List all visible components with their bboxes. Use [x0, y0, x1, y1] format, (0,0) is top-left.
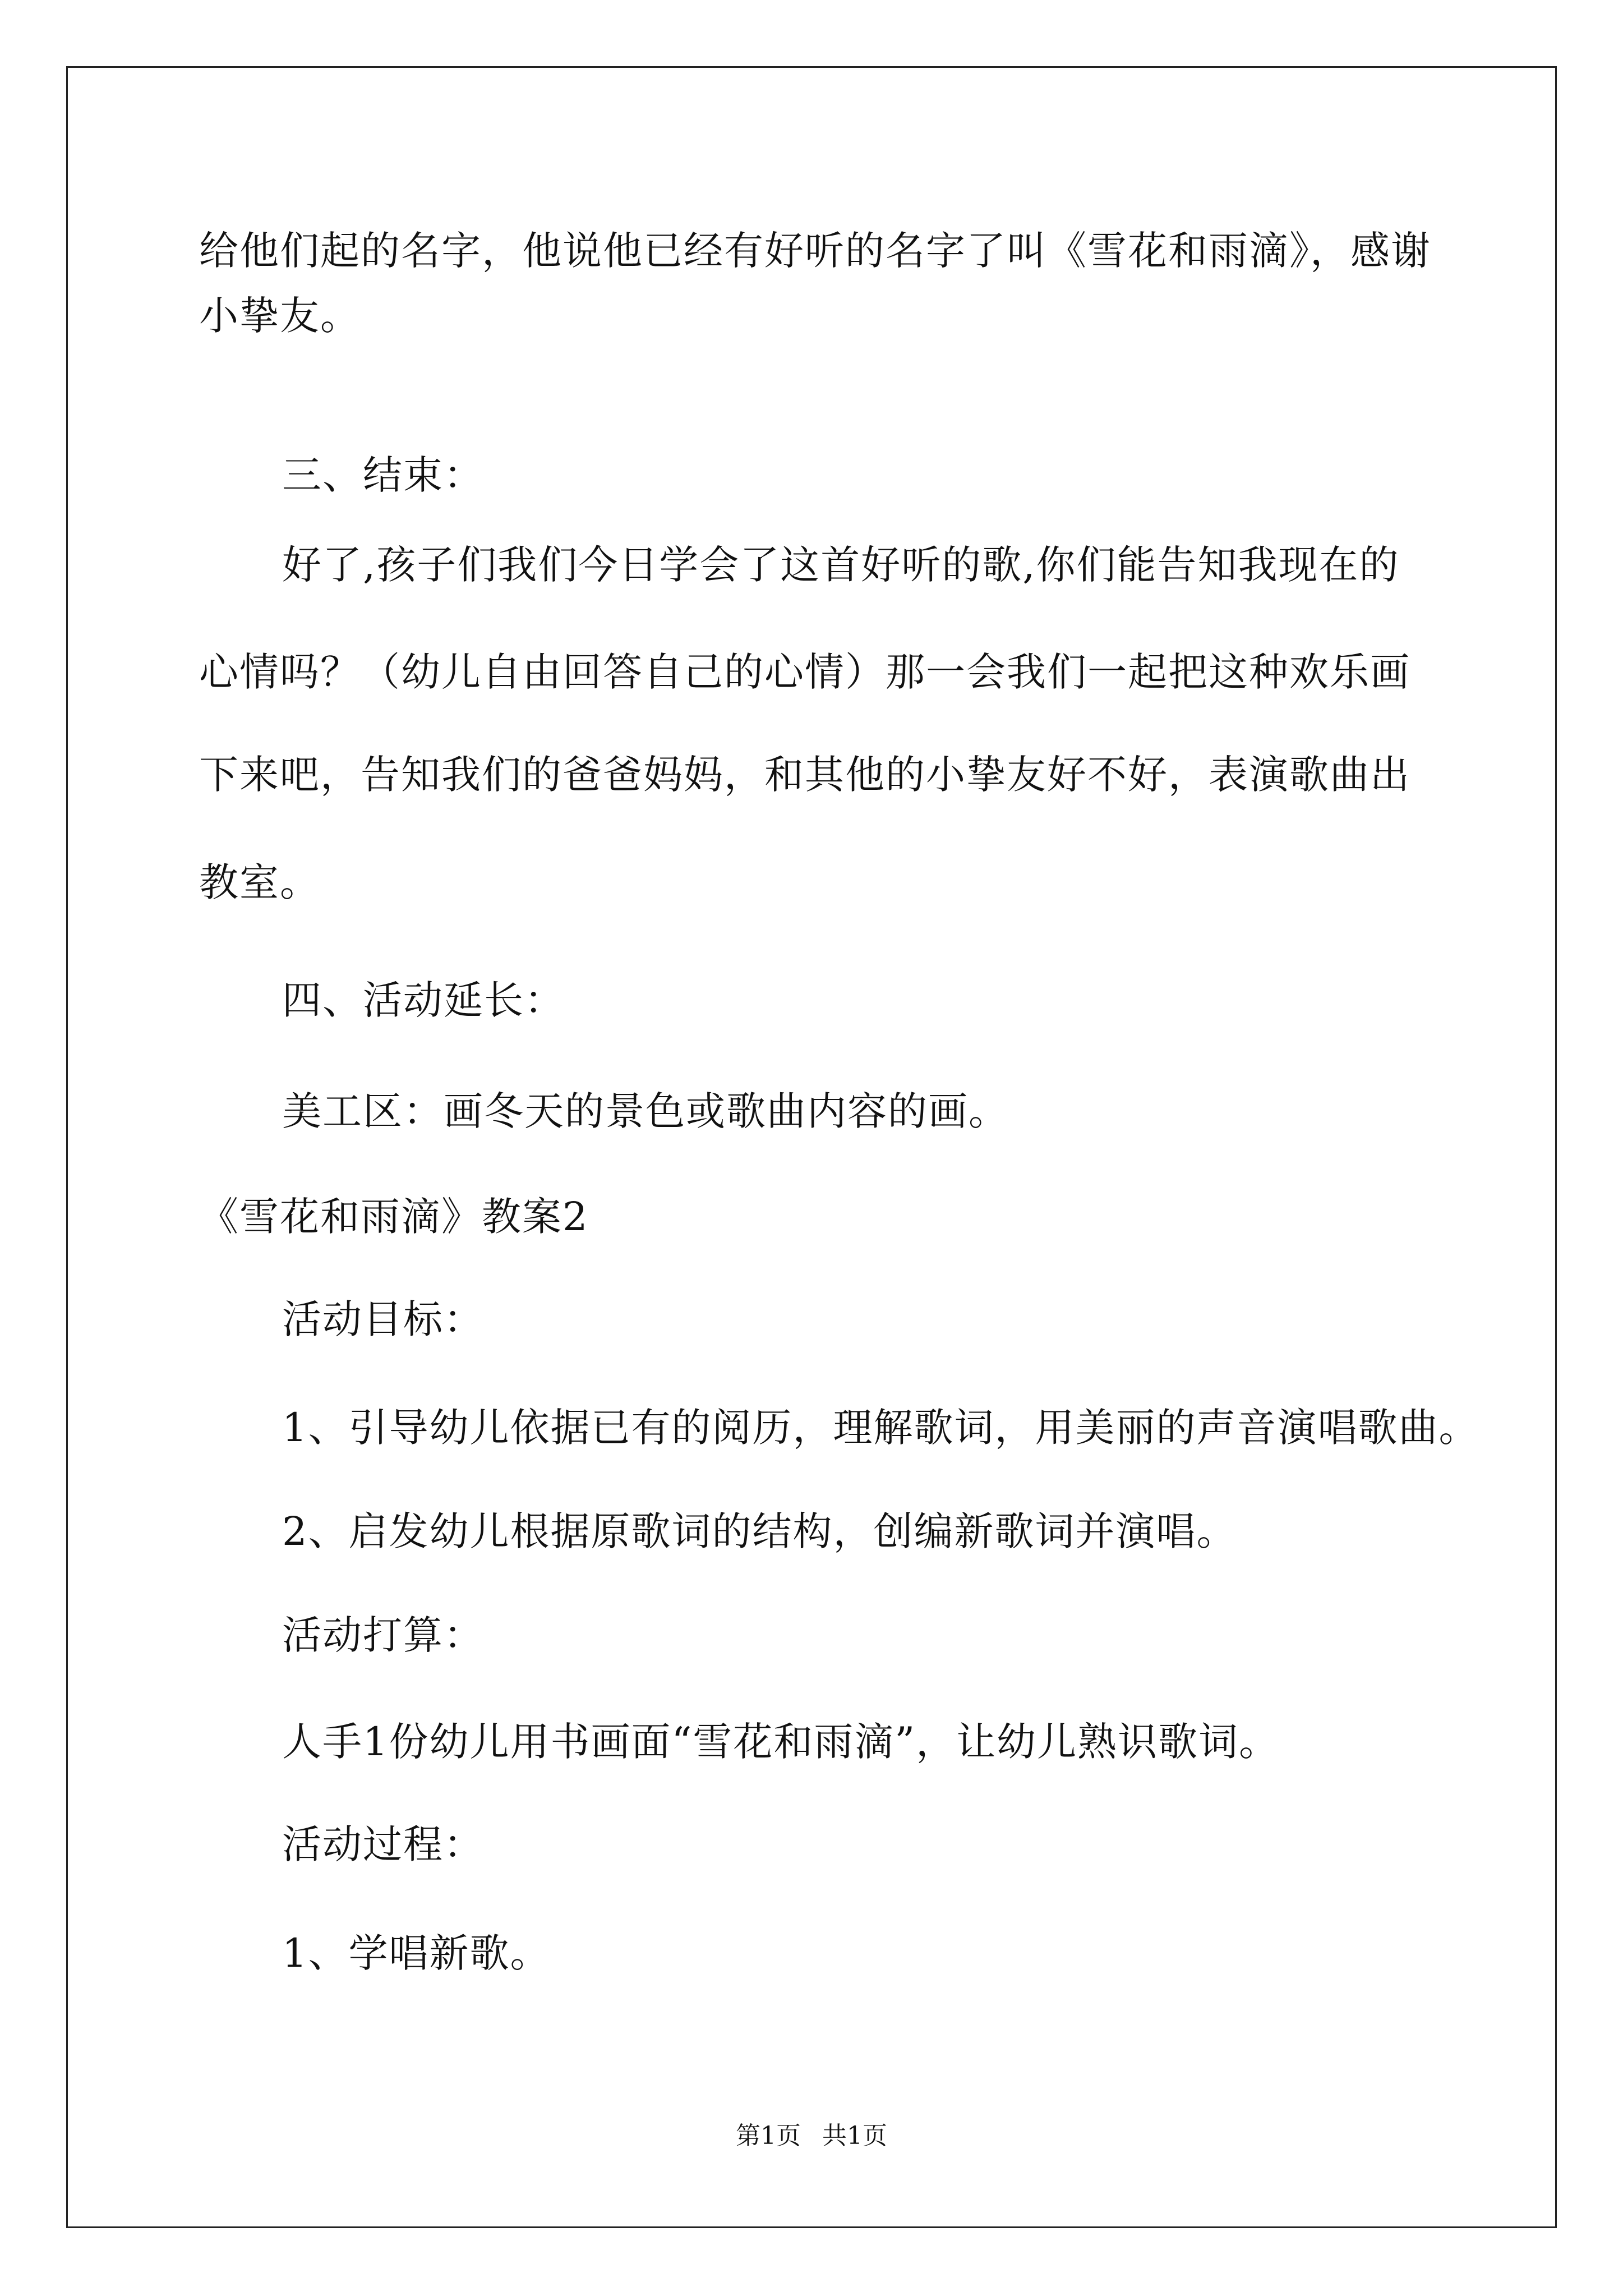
- page-number: 第1页: [736, 2122, 801, 2150]
- paragraph-line-2: 小挚友。: [199, 293, 361, 339]
- paragraph-line-9: 美工区：画冬天的景色或歌曲内容的画。: [282, 1088, 1009, 1134]
- paragraph-line-5: 心情吗？（幼儿自由回答自己的心情）那一会我们一起把这种欢乐画: [199, 649, 1410, 695]
- page-footer: [0, 2124, 1623, 2148]
- lesson-title: 《雪花和雨滴》教案2: [199, 1194, 589, 1240]
- paragraph-line-17: 1、学唱新歌。: [282, 1930, 551, 1976]
- page-border: [66, 66, 1557, 2228]
- paragraph-line-4: 好了,孩子们我们今日学会了这首好听的歌,你们能告知我现在的: [282, 542, 1400, 588]
- paragraph-line-13: 2、启发幼儿根据原歌词的结构，创编新歌词并演唱。: [282, 1508, 1237, 1554]
- paragraph-line-6: 下来吧，告知我们的爸爸妈妈，和其他的小挚友好不好，表演歌曲出: [199, 752, 1410, 798]
- section-heading-extension: 四、活动延长：: [282, 977, 565, 1023]
- section-heading-end: 三、结束：: [282, 452, 484, 498]
- paragraph-line-1: 给他们起的名字，他说他已经有好听的名字了叫《雪花和雨滴》，感谢: [199, 228, 1431, 274]
- section-heading-process: 活动过程：: [282, 1821, 484, 1867]
- paragraph-line-12: 1、引导幼儿依据已有的阅历，理解歌词，用美丽的声音演唱歌曲。: [282, 1405, 1479, 1451]
- section-heading-preparation: 活动打算：: [282, 1612, 484, 1658]
- paragraph-line-7: 教室。: [199, 859, 320, 905]
- paragraph-line-15: 人手1份幼儿用书画面“雪花和雨滴”，让幼儿熟识歌词。: [282, 1719, 1280, 1765]
- section-heading-goals: 活动目标：: [282, 1296, 484, 1342]
- page-total: 共1页: [822, 2122, 887, 2150]
